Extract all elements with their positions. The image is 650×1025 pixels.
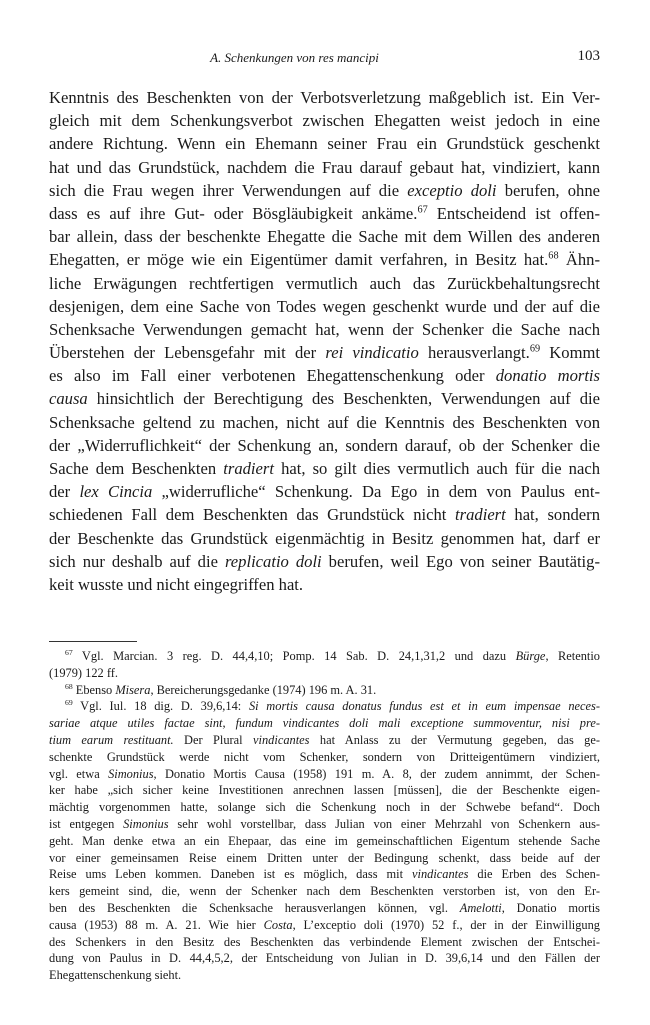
- italic-text: lex Cincia: [79, 482, 153, 502]
- italic-text: Simonius: [108, 766, 154, 781]
- text-line: [49, 272, 600, 295]
- text-run: , Donatio mortis: [501, 900, 600, 915]
- text-line: [49, 225, 600, 248]
- italic-text: vindicantes: [253, 732, 310, 747]
- text-run: der: [49, 482, 80, 502]
- text-run: , Bereicherungsgedanke (1974) 196 m. A. 31.: [150, 682, 377, 697]
- text-run: Der Plural: [173, 732, 254, 747]
- footnote-line: [49, 866, 600, 883]
- italic-text: rei vindicatio: [325, 343, 419, 363]
- text-run: (1979) 122 ff.: [49, 665, 118, 680]
- text-run: Reise ums Leben kommen. Daneben ist es möglich, dass mit: [49, 867, 412, 882]
- text-run: desjenigen, dem eine Sache von Todes wegen geschenkt wurde und der auf die: [49, 296, 600, 316]
- page-header: [49, 50, 600, 72]
- text-line: [49, 434, 600, 457]
- text-run: hat und das Grundstück, nachdem die Frau darauf gebaut hat, vindiziert, kann: [49, 157, 600, 177]
- text-line: [49, 573, 600, 596]
- footnote-line: [49, 749, 600, 766]
- italic-text: Simonius: [123, 816, 169, 831]
- footnote-marker: 67: [65, 647, 73, 657]
- text-run: Kenntnis des Beschenkten von der Verbotsverletzung maßgeblich ist. Ein Ver-: [49, 88, 600, 107]
- footnote-marker: 69: [529, 343, 541, 355]
- text-run: mächtig vorgenommen hatte, solange sich die Schenkung noch in der Schwebe befand“. Doch: [49, 800, 600, 815]
- footnote-separator: [49, 641, 137, 642]
- text-line: [49, 156, 600, 179]
- text-line: [49, 387, 600, 410]
- italic-text: vindicantes: [412, 867, 469, 882]
- text-run: Schenksache geltend zu machen, nicht auf die Kenntnis des Beschenkten von: [49, 412, 600, 432]
- text-line: [49, 480, 600, 503]
- text-run: der „Widerruflichkeit“ der Schenkung an, sondern darauf, ob der Schenker die: [49, 435, 600, 455]
- text-line: [49, 86, 600, 109]
- italic-text: Si mortis causa donatus fundus est et in eum impensae neces-: [248, 699, 600, 714]
- text-run: ker habe „sich sicher keine Investitionen anrechnen lassen [müssen], die der Beschenkte eigen-: [49, 783, 600, 798]
- text-run: berufen, weil Ego von seiner Bautätig-: [321, 551, 600, 571]
- italic-text: tium earum restituant.: [49, 732, 174, 747]
- text-run: Ebenso: [72, 682, 116, 697]
- italic-text: causa: [49, 389, 88, 409]
- text-run: geht. Man denke etwa an ein Ehepaar, das eine im gemeinschaftlichen Eigentum stehende Sache: [49, 833, 600, 848]
- italic-text: replicatio doli: [224, 551, 322, 571]
- text-run: causa (1953) 88 m. A. 21. Wie hier: [49, 917, 264, 932]
- text-run: „widerrufliche“ Schenkung. Da Ego in dem von Paulus ent-: [152, 482, 600, 502]
- text-run: schiedenen Fall dem Beschenkten das Grundstück nicht: [49, 505, 456, 525]
- footnote-line: [49, 833, 600, 850]
- text-line: [49, 248, 600, 271]
- footnote-line: [49, 732, 600, 749]
- footnote-line: [49, 782, 600, 799]
- footnote-line: [49, 934, 600, 951]
- text-run: hat Anlass zu der Vermutung gegeben, das ge-: [309, 732, 600, 747]
- italic-text: donatio mortis: [495, 366, 601, 386]
- text-line: [49, 109, 600, 132]
- italic-text: Bürge: [515, 649, 546, 663]
- text-line: [49, 457, 600, 480]
- text-run: des Schenkers in den Besitz des Beschenkten das verbindende Element zwischen der Entschei-: [49, 934, 600, 949]
- footnote-line: [49, 799, 600, 816]
- text-run: , Retentio: [545, 649, 600, 663]
- page-number: 103: [577, 48, 600, 64]
- italic-text: Misera: [115, 682, 151, 697]
- footnotes: [49, 648, 600, 984]
- text-run: Sache dem Beschenkten: [49, 459, 224, 478]
- text-run: , Donatio Mortis Causa (1958) 191 m. A. 8, der zudem annimmt, der Schen-: [153, 766, 600, 781]
- footnote-line: [49, 816, 600, 833]
- text-line: [49, 132, 600, 155]
- text-run: Ehegatten, er möge wie ein Eigentümer damit verfahren, in Besitz hat.: [49, 250, 549, 270]
- text-run: sehr wohl vorstellbar, dass Julian von einer Mehrzahl von Schenkern aus-: [168, 816, 601, 831]
- text-line: [49, 341, 600, 364]
- text-run: andere Richtung. Wenn ein Ehemann seiner Frau ein Grundstück geschenkt: [49, 134, 600, 154]
- text-run: der Beschenkte das Grundstück eigenmächtig in Besitz genommen hat, darf er: [49, 528, 600, 548]
- footnote-marker: 69: [65, 698, 73, 708]
- text-run: dung von Paulus in D. 44,4,5,2, der Entscheidung von Julian in D. 39,6,14 und den Fällen der: [49, 951, 600, 966]
- text-line: [49, 318, 600, 341]
- text-run: Ähn-: [558, 250, 600, 270]
- footnote-line: [49, 698, 600, 715]
- main-text: [49, 86, 600, 596]
- text-run: hat, sondern: [505, 505, 600, 525]
- text-run: hinsichtlich der Berechtigung des Beschenkten, Verwendungen auf die: [87, 389, 600, 409]
- text-run: ben des Beschenkten die Schenksache herausverlangen können, vgl.: [49, 900, 460, 915]
- footnote-line: [49, 766, 600, 783]
- text-run: sich nur deshalb auf die: [49, 551, 225, 571]
- text-line: [49, 411, 600, 434]
- text-run: liche Erwägungen rechtfertigen vermutlich auch das Zurückbehaltungsrecht: [49, 273, 600, 293]
- footnote-line: [49, 967, 600, 984]
- italic-text: Amelotti: [459, 900, 502, 915]
- italic-text: sariae atque utiles factae sint, fundum vindicantes doli mali exceptione summoventur, nisi pre-: [49, 716, 600, 731]
- text-run: berufen, ohne: [496, 180, 600, 200]
- footnote-line: [49, 682, 600, 699]
- text-run: es also im Fall einer verbotenen Ehegattenschenkung oder: [49, 366, 496, 386]
- text-run: gleich mit dem Schenkungsverbot zwischen Ehegatten weist jedoch in eine: [49, 111, 600, 131]
- text-line: [49, 179, 600, 202]
- footnote-marker: 68: [65, 681, 73, 691]
- italic-text: Costa: [263, 917, 293, 932]
- footnote-line: [49, 917, 600, 934]
- footnote-line: [49, 900, 600, 917]
- text-line: [49, 527, 600, 550]
- text-line: [49, 295, 600, 318]
- text-run: dass es auf ihre Gut- oder Bösgläubigkeit ankäme.: [49, 203, 418, 223]
- text-run: die Erben des Schen-: [468, 867, 600, 882]
- text-run: keit wusste und nicht eingegriffen hat.: [49, 574, 304, 594]
- text-run: vgl. etwa: [49, 766, 109, 781]
- footnote-line: [49, 648, 600, 665]
- italic-text: exceptio doli: [407, 180, 497, 200]
- text-line: [49, 550, 600, 573]
- text-run: sich die Frau wegen ihrer Verwendungen auf die: [49, 180, 408, 200]
- footnote-line: [49, 715, 600, 732]
- text-run: vor einer gemeinsamen Reise einem Dritten unter der Bedingung schenkt, dass beide auf der: [49, 850, 600, 865]
- text-run: Entscheidend ist offen-: [427, 203, 600, 223]
- running-head: A. Schenkungen von res mancipi: [210, 50, 379, 65]
- footnote-line: [49, 665, 600, 682]
- text-line: [49, 364, 600, 387]
- text-run: Schenksache Verwendungen gemacht hat, wenn der Schenker die Sache nach: [49, 319, 600, 339]
- footnote-line: [49, 850, 600, 867]
- italic-text: tradiert: [223, 459, 274, 478]
- text-run: ist entgegen: [49, 816, 124, 831]
- footnote-line: [49, 950, 600, 967]
- text-run: hat, so gilt dies vermutlich auch für die nach: [273, 459, 601, 478]
- text-run: bar allein, dass der beschenkte Ehegatte die Sache mit dem Willen des anderen: [49, 227, 600, 247]
- italic-text: tradiert: [455, 505, 506, 525]
- text-run: Vgl. Iul. 18 dig. D. 39,6,14:: [72, 699, 249, 714]
- text-line: [49, 202, 600, 225]
- text-run: Ehegattenschenkung sieht.: [49, 968, 182, 983]
- text-run: Überstehen der Lebensgefahr mit der: [49, 343, 326, 363]
- text-run: kers gemeint sind, die, wenn der Schenker nach dem Beschenkten verstorben ist, von den Er-: [49, 884, 600, 899]
- text-run: , L’exceptio doli (1970) 52 f., der in der Einwilligung: [292, 917, 600, 932]
- footnote-marker: 68: [548, 250, 559, 262]
- text-line: [49, 503, 600, 526]
- text-run: herausverlangt.: [418, 343, 530, 363]
- footnote-marker: 67: [417, 204, 428, 216]
- text-run: Vgl. Marcian. 3 reg. D. 44,4,10; Pomp. 14 Sab. D. 24,1,31,2 und dazu: [72, 649, 516, 663]
- footnote-line: [49, 883, 600, 900]
- text-run: Kommt: [540, 343, 601, 363]
- text-run: schenkte Grundstück werde nicht vom Schenker, sondern von Dritteigentümern vindiziert,: [49, 749, 600, 764]
